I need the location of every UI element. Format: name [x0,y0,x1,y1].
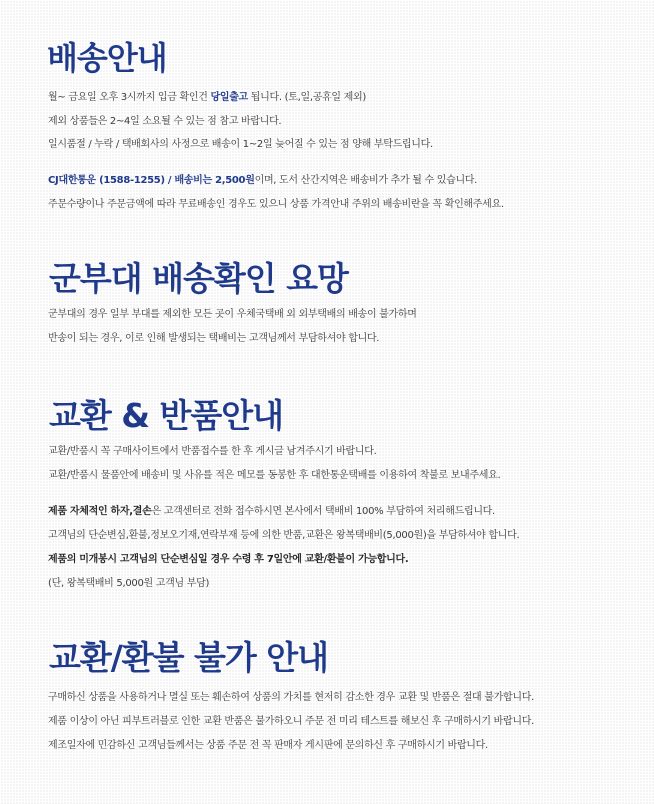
exchange-title: 교환 & 반품안내 [49,396,284,435]
defect-highlight: 제품 자체적인 하자,결손 [48,506,152,517]
exchange-line-1: 교환/반품시 꼭 구매사이트에서 반품접수를 한 후 게시글 남겨주시기 바랍니다. [48,446,377,457]
military-line-1: 군부대의 경우 일부 부대를 제외한 모든 곳이 우체국택배 외 외부택배의 배송이 불가하며 [48,309,417,320]
delivery-line-5: 주문수량이나 주문금액에 따라 무료배송인 경우도 있으니 상품 가격안내 주위의 배송비란을 꼭 확인해주세요. [48,199,504,210]
delivery-line-1-suffix: 됩니다. (토,일,공휴일 제외) [247,92,366,103]
exchange-line-5: 제품의 미개봉시 고객님의 단순변심일 경우 수령 후 7일안에 교환/환불이 가능합니다. [48,554,409,565]
courier-and-fee-highlight: CJ대한통운 (1588-1255) / 배송비는 2,500원 [48,175,255,186]
no-refund-line-2: 제품 이상이 아닌 피부트러블로 인한 교환 반품은 불가하오니 주문 전 미리 테스트를 해보신 후 구매하시기 바랍니다. [48,716,534,727]
no-refund-line-1: 구매하신 상품을 사용하거나 멸실 또는 훼손하여 상품의 가치를 현저히 감소한 경우 교환 및 반품은 절대 불가합니다. [48,692,534,703]
delivery-line-4-text: 이며, 도서 산간지역은 배송비가 추가 될 수 있습니다. [254,175,478,186]
delivery-line-4 [48,175,477,187]
exchange-line-4: 고객님의 단순변심,환불,정보오기재,연락부재 등에 의한 반품,교환은 왕복택배비(5,000원)을 부담하셔야 합니다. [48,530,520,541]
military-title: 군부대 배송확인 요망 [49,259,348,298]
exchange-line-3-text: 은 고객센터로 전화 접수하시면 본사에서 택배비 100% 부담하여 처리해드립니다. [151,506,495,517]
exchange-line-2: 교환/반품시 물품안에 배송비 및 사유를 적은 메모를 동봉한 후 대한통운택배를 이용하여 착불로 보내주세요. [48,470,501,481]
same-day-shipping-highlight: 당일출고 [210,92,248,103]
no-refund-line-3: 제조일자에 민감하신 고객님들께서는 상품 주문 전 꼭 판매자 게시판에 문의하신 후 구매하시기 바랍니다. [48,740,488,751]
delivery-line-1 [48,92,366,104]
military-line-2: 반송이 되는 경우, 이로 인해 발생되는 택배비는 고객님께서 부담하셔야 합니다. [48,333,380,344]
delivery-line-2: 제외 상품들은 2~4일 소요될 수 있는 점 참고 바랍니다. [48,116,282,127]
no-refund-title: 교환/환불 불가 안내 [49,638,329,677]
exchange-line-6: (단, 왕복택배비 5,000원 고객님 부담) [48,578,210,589]
delivery-title: 배송안내 [47,39,167,77]
exchange-line-3 [48,506,495,518]
delivery-line-3: 일시품절 / 누락 / 택배회사의 사정으로 배송이 1~2일 늦어질 수 있는 점 양해 부탁드립니다. [48,139,433,150]
delivery-line-1-text: 월~ 금요일 오후 3시까지 입금 확인건 [48,92,211,103]
